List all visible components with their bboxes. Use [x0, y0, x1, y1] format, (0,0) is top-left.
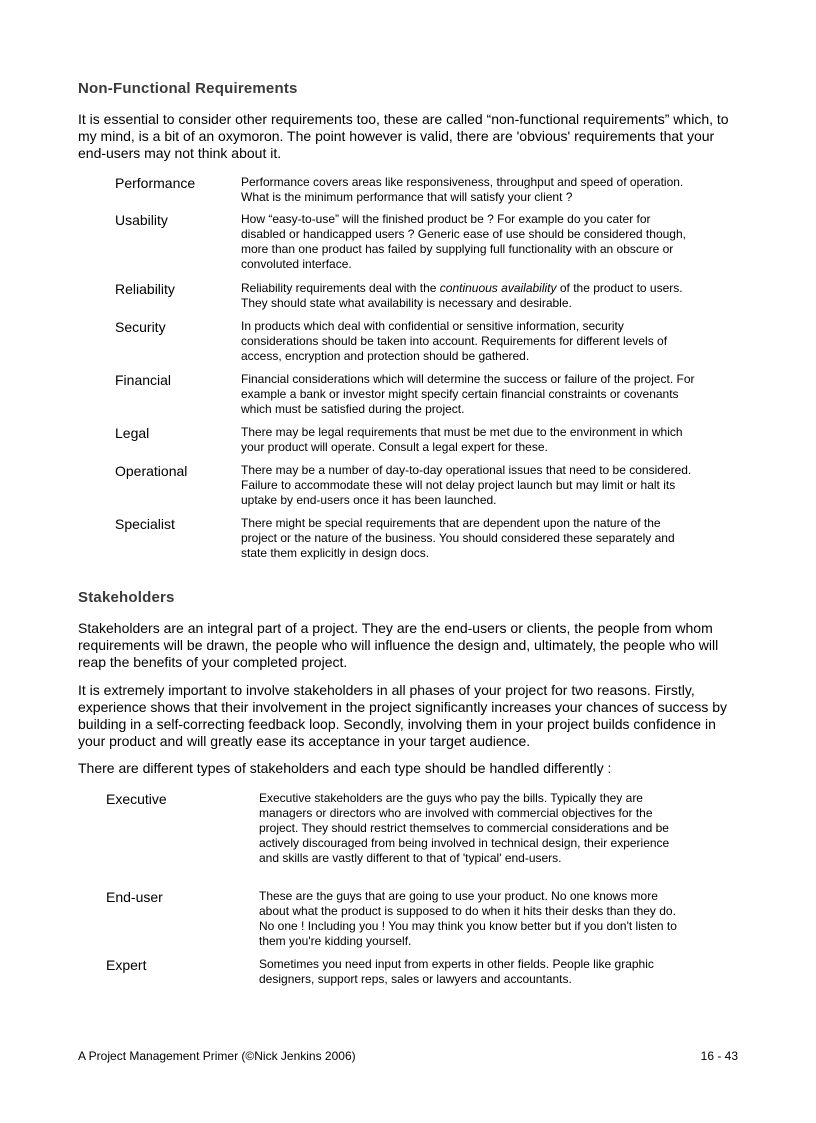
nfr-item-security	[0, 319, 696, 364]
stakeholder-term: Executive	[106, 791, 167, 807]
footer-citation: A Project Management Primer (©Nick Jenkins 2006)	[78, 1049, 356, 1063]
nfr-item-reliability	[0, 281, 696, 311]
nfr-desc: There may be a number of day-to-day operational issues that need to be considered. Failure to accommodate these will not delay project launch but may limit or halt its uptake by end-users once it has been launched.	[241, 463, 692, 507]
nfr-desc: There might be special requirements that are dependent upon the nature of the project or the nature of the business. You should considered these separately and state them explicitly in design docs.	[241, 516, 675, 560]
nfr-term: Legal	[115, 425, 150, 441]
nfr-term: Specialist	[115, 516, 175, 532]
stakeholder-item-end-user	[0, 889, 689, 949]
nfr-desc: In products which deal with confidential or sensitive information, security considerations should be taken into account. Requirements for different levels of access, encryption and protection should be gathered.	[241, 319, 668, 363]
nfr-item-financial	[0, 372, 696, 417]
nfr-desc-text: Reliability requirements deal with the	[241, 281, 440, 295]
stakeholder-desc: Executive stakeholders are the guys who pay the bills. Typically they are managers or directors who are involved with commercial objectives for the project. They should restrict themselves to commercial considerations and be actively discouraged from being involved in technical design, their experience and skills are vastly different to that of 'typical' end-users.	[259, 791, 670, 865]
nfr-term: Operational	[115, 463, 188, 479]
stakeholder-desc: Sometimes you need input from experts in other fields. People like graphic designers, support reps, sales or lawyers and accountants.	[259, 957, 654, 986]
nfr-desc-text: of the product to users. They should state what availability is necessary and desirable.	[241, 281, 683, 310]
stakeholder-item-executive	[0, 791, 689, 866]
nfr-desc-emphasis: continuous availability	[439, 281, 557, 295]
nfr-item-performance	[0, 175, 696, 205]
nfr-item-specialist	[0, 516, 696, 561]
nfr-desc: Financial considerations which will determine the success or failure of the project. For example a bank or investor might specify certain financial constraints or covenants which must be satisfied during the project.	[241, 372, 695, 416]
nfr-item-operational	[0, 463, 696, 508]
section-heading-nfr: Non-Functional Requirements	[78, 80, 298, 97]
nfr-desc: How “easy-to-use” will the finished product be ? For example do you cater for disabled or handicapped users ? Generic ease of use should be considered though, more than one product has failed by supplying full functionality with an obscure or convoluted interface.	[241, 212, 686, 271]
nfr-item-legal	[0, 425, 696, 455]
stakeholders-paragraph: It is extremely important to involve stakeholders in all phases of your project for two reasons. Firstly, experience shows that their involvement in the project significantly increases your chances of success by building in a self-correcting feedback loop. Secondly, involving them in your project builds confidence in your product and will greatly ease its acceptance in your target audience.	[78, 682, 727, 749]
nfr-term: Reliability	[115, 281, 175, 297]
nfr-desc: Performance covers areas like responsiveness, throughput and speed of operation. What is the minimum performance that will satisfy your client ?	[241, 175, 684, 204]
nfr-intro: It is essential to consider other requirements too, these are called “non-functional requirements” which, to my mind, is a bit of an oxymoron. The point however is valid, there are 'obvious' requirements that your end-users may not think about it.	[78, 111, 729, 161]
nfr-term: Security	[115, 319, 166, 335]
nfr-desc: There may be legal requirements that must be met due to the environment in which your product will operate. Consult a legal expert for these.	[241, 425, 683, 454]
stakeholders-paragraph: There are different types of stakeholders and each type should be handled differently :	[78, 760, 612, 776]
stakeholder-term: Expert	[106, 957, 147, 973]
section-heading-stakeholders: Stakeholders	[78, 589, 175, 606]
stakeholder-item-expert	[0, 957, 689, 987]
stakeholder-desc: These are the guys that are going to use your product. No one knows more about what the product is supposed to do when it hits their desks than they do. No one ! Including you ! You may think you know better but if you don't listen to them you're kidding yourself.	[259, 889, 677, 948]
page-number: 16 - 43	[700, 1049, 738, 1063]
nfr-desc	[241, 281, 696, 311]
nfr-term: Financial	[115, 372, 172, 388]
nfr-item-usability	[0, 212, 696, 272]
stakeholders-paragraph: Stakeholders are an integral part of a project. They are the end-users or clients, the people from whom requirements will be drawn, the people who will influence the design and, ultimately, the people who will reap the benefits of your completed project.	[78, 620, 719, 670]
nfr-term: Performance	[115, 175, 196, 191]
stakeholder-term: End-user	[106, 889, 163, 905]
nfr-term: Usability	[115, 212, 168, 228]
